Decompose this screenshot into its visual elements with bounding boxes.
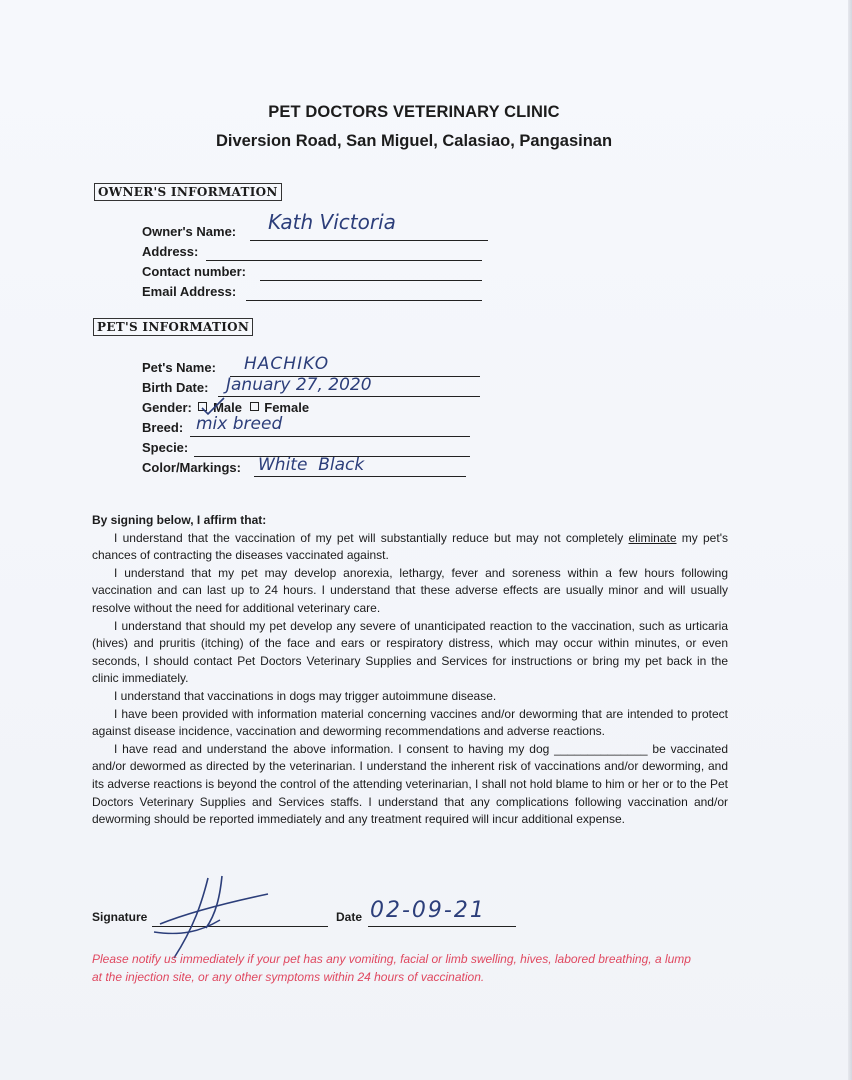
affirmation-p2: I understand that my pet may develop anorexia, lethargy, fever and soreness within a few hours following vaccination and can last up to 24 hours. I understand that these adverse effects are usually minor and will usually resolve without the need for additional veterinary care. bbox=[92, 565, 728, 615]
clinic-address: Diversion Road, San Miguel, Calasiao, Pangasinan bbox=[215, 132, 613, 150]
signature-label: Signature bbox=[92, 910, 148, 924]
pet-color-label: Color/Markings: bbox=[142, 460, 241, 475]
clinic-name: PET DOCTORS VETERINARY CLINIC bbox=[268, 103, 560, 121]
owner-address-label: Address: bbox=[142, 244, 199, 259]
owner-name-line bbox=[250, 240, 488, 241]
owner-name-value: Kath Victoria bbox=[268, 210, 396, 234]
owner-contact-line bbox=[260, 280, 482, 281]
date-line[interactable] bbox=[368, 926, 516, 927]
aftercare-notice: Please notify us immediately if your pet has any vomiting, facial or limb swelling, hives, labored breathing, a lump at the injection site, or any other symptoms within 24 hours of vaccination. bbox=[92, 952, 691, 984]
pet-breed-line bbox=[190, 436, 470, 437]
owner-section-title: OWNER'S INFORMATION bbox=[94, 183, 282, 201]
pet-birth-label: Birth Date: bbox=[142, 380, 209, 395]
pet-name-field[interactable] bbox=[142, 360, 216, 375]
pet-section-title: PET'S INFORMATION bbox=[93, 318, 253, 336]
scan-edge bbox=[848, 0, 852, 1080]
owner-address-field[interactable] bbox=[142, 244, 198, 259]
pet-birth-field[interactable] bbox=[142, 380, 208, 395]
pet-gender-label: Gender: bbox=[142, 400, 192, 415]
owner-name-field[interactable] bbox=[142, 224, 236, 239]
affirmation-p1 bbox=[92, 530, 728, 565]
pet-name-label: Pet's Name: bbox=[142, 360, 216, 375]
gender-male-label: Male bbox=[213, 400, 242, 415]
owner-contact-field[interactable] bbox=[142, 264, 246, 279]
owner-address-line bbox=[206, 260, 482, 261]
pet-name-value: HACHIKO bbox=[244, 354, 330, 374]
affirmation-p3: I understand that should my pet develop any severe of unanticipated reaction to the vaccination, such as urticaria (hives) and pruritis (itching) of the face and ears or respiratory distress, which may occur within minutes, or even seconds, I should contact Pet Doctors Veterinary Supplies and Services for instructions or bring my pet back in the clinic immediately. bbox=[92, 618, 728, 686]
affirmation-p1-underlined: eliminate bbox=[628, 530, 677, 545]
affirmation-p6: I have read and understand the above information. I consent to having my dog ______________ be vaccinated and/or dewormed as directed by the veterinarian. I understand the inherent risk of vaccinations and/or deworming, and its adverse reactions is beyond the control of the attending veterinarian, I shall not hold blame to him or her or to the Pet Doctors Veterinary Supplies and Services staffs. I understand that any complications following vaccination and/or deworming should be reported immediately and any treatment required will incur additional expense. bbox=[92, 741, 728, 827]
owner-contact-label: Contact number: bbox=[142, 264, 246, 279]
pet-color-value: White Black bbox=[258, 455, 365, 475]
date-label: Date bbox=[336, 910, 363, 924]
date-row bbox=[336, 910, 362, 924]
affirmation-block bbox=[92, 512, 728, 829]
date-value: 02-09-21 bbox=[370, 898, 486, 923]
pet-breed-label: Breed: bbox=[142, 420, 184, 435]
affirmation-heading: By signing below, I affirm that: bbox=[92, 513, 267, 527]
gender-female-checkbox[interactable] bbox=[250, 402, 259, 411]
pet-color-field[interactable] bbox=[142, 460, 241, 475]
owner-email-field[interactable] bbox=[142, 284, 236, 299]
pet-specie-label: Specie: bbox=[142, 440, 189, 455]
handwritten-signature bbox=[150, 872, 280, 962]
affirmation-p5: I have been provided with information material concerning vaccines and/or deworming that are intended to protect against disease incidence, vaccination and deworming recommendations and adverse reactions. bbox=[92, 706, 728, 739]
owner-email-label: Email Address: bbox=[142, 284, 237, 299]
pet-birth-line bbox=[218, 396, 480, 397]
pet-birth-value: January 27, 2020 bbox=[226, 375, 372, 395]
affirmation-p4: I understand that vaccinations in dogs may trigger autoimmune disease. bbox=[114, 688, 497, 703]
gender-female-label: Female bbox=[264, 400, 310, 415]
pet-specie-field[interactable] bbox=[142, 440, 188, 455]
pet-breed-field[interactable] bbox=[142, 420, 183, 435]
signature-row bbox=[92, 910, 147, 924]
pet-breed-value: mix breed bbox=[196, 414, 283, 434]
affirmation-p1-a: I understand that the vaccination of my pet will substantially reduce but may not completely bbox=[114, 530, 624, 545]
affirmation-p1-b: my pet's chances of contracting the diseases vaccinated against. bbox=[92, 530, 728, 563]
owner-name-label: Owner's Name: bbox=[142, 224, 237, 239]
pet-color-line bbox=[254, 476, 466, 477]
owner-email-line bbox=[246, 300, 482, 301]
